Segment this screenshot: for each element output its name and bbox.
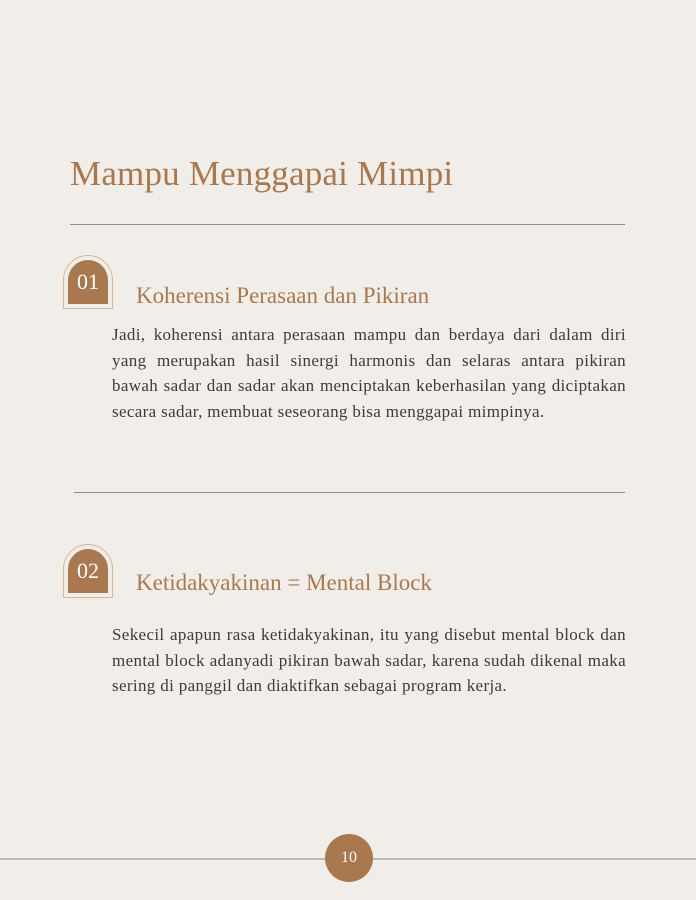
section-body: Sekecil apapun rasa ketidakyakinan, itu yang disebut mental block dan mental block adanyadi pikiran bawah sadar, karena sudah dikenal maka sering di panggil dan diaktifkan sebagai program kerja.	[112, 625, 626, 695]
page-title: Mampu Menggapai Mimpi	[70, 154, 454, 193]
title-divider	[70, 224, 625, 225]
section-heading: Ketidakyakinan = Mental Block	[136, 570, 432, 595]
section-number: 01	[68, 260, 108, 304]
section-divider	[74, 492, 625, 493]
section-number: 02	[68, 549, 108, 593]
section-heading: Koherensi Perasaan dan Pikiran	[136, 283, 430, 308]
section-body: Jadi, koherensi antara perasaan mampu dan berdaya dari dalam diri yang merupakan hasil sinergi harmonis dan selaras antara pikiran bawah sadar dan sadar akan menciptakan keberhasilan yang diciptakan secara sadar, membuat seseorang bisa menggapai mimpinya.	[112, 325, 626, 421]
section-number-badge	[63, 255, 113, 309]
section-number-badge	[63, 544, 113, 598]
page-number: 10	[325, 834, 373, 882]
